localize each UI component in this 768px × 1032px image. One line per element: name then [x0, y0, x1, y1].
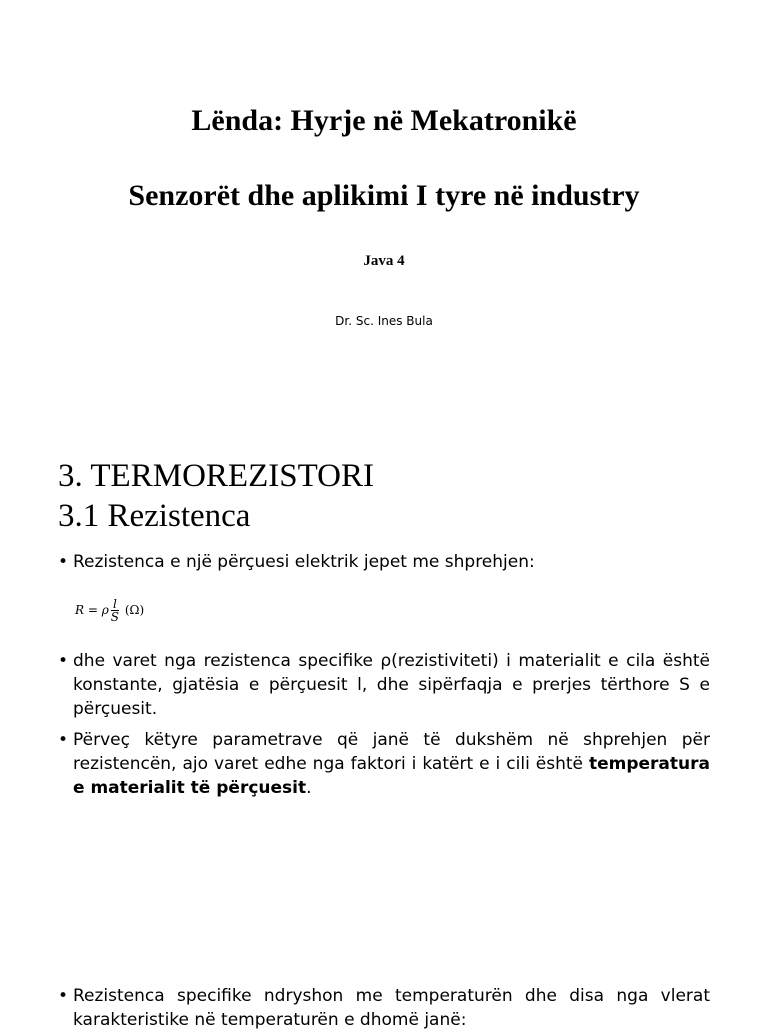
heading-line-1: 3. TERMOREZISTORI — [58, 458, 374, 494]
bullet-item — [58, 649, 710, 721]
bullet-item — [58, 728, 710, 800]
bullet-item — [58, 984, 710, 1032]
formula-numerator: l — [111, 598, 119, 611]
bullet-text: dhe varet nga rezistenca specifike ρ(rezistiviteti) i materialit e cila është konstante, gjatësia e përçuesit l, dhe sipërfaqja e prerjes tërthore S e përçuesit. — [73, 651, 710, 719]
heading-line-2: 3.1 Rezistenca — [58, 498, 251, 534]
formula-equals: = — [84, 603, 102, 617]
bullet-icon: • — [58, 730, 69, 750]
bullet-icon: • — [58, 552, 69, 572]
resistance-formula — [75, 598, 144, 623]
formula-fraction — [111, 598, 119, 623]
course-title: Lënda: Hyrje në Mekatronikë — [191, 104, 577, 137]
author-name: Dr. Sc. Ines Bula — [335, 314, 433, 328]
section-heading — [58, 456, 374, 536]
bullet-emphasis: temperatura e materialit të përçuesit — [73, 754, 710, 798]
title-slide — [0, 0, 768, 412]
bullet-item — [58, 550, 710, 574]
bullet-text-end: . — [306, 778, 312, 798]
deck-title: Senzorët dhe aplikimi I tyre në industry — [128, 179, 640, 212]
formula-lhs: R — [75, 603, 85, 617]
bullet-text-part: Përveç këtyre parametrave që janë të dukshëm në shprehjen për rezistencën, ajo varet edhe nga faktori i katërt e i cili është — [73, 730, 710, 774]
formula-unit: (Ω) — [124, 603, 145, 617]
bullet-icon: • — [58, 651, 69, 671]
content-slide — [0, 412, 768, 1030]
bullet-text — [73, 728, 710, 800]
formula-denominator: S — [110, 610, 120, 624]
week-label: Java 4 — [363, 253, 405, 269]
formula-rho: ρ — [101, 603, 109, 617]
bullet-text: Rezistenca specifike ndryshon me temperaturën dhe disa nga vlerat karakteristike në temperaturën e dhomë janë: — [73, 986, 710, 1030]
bullet-text: Rezistenca e një përçuesi elektrik jepet me shprehjen: — [73, 552, 535, 572]
bullet-icon: • — [58, 986, 69, 1006]
